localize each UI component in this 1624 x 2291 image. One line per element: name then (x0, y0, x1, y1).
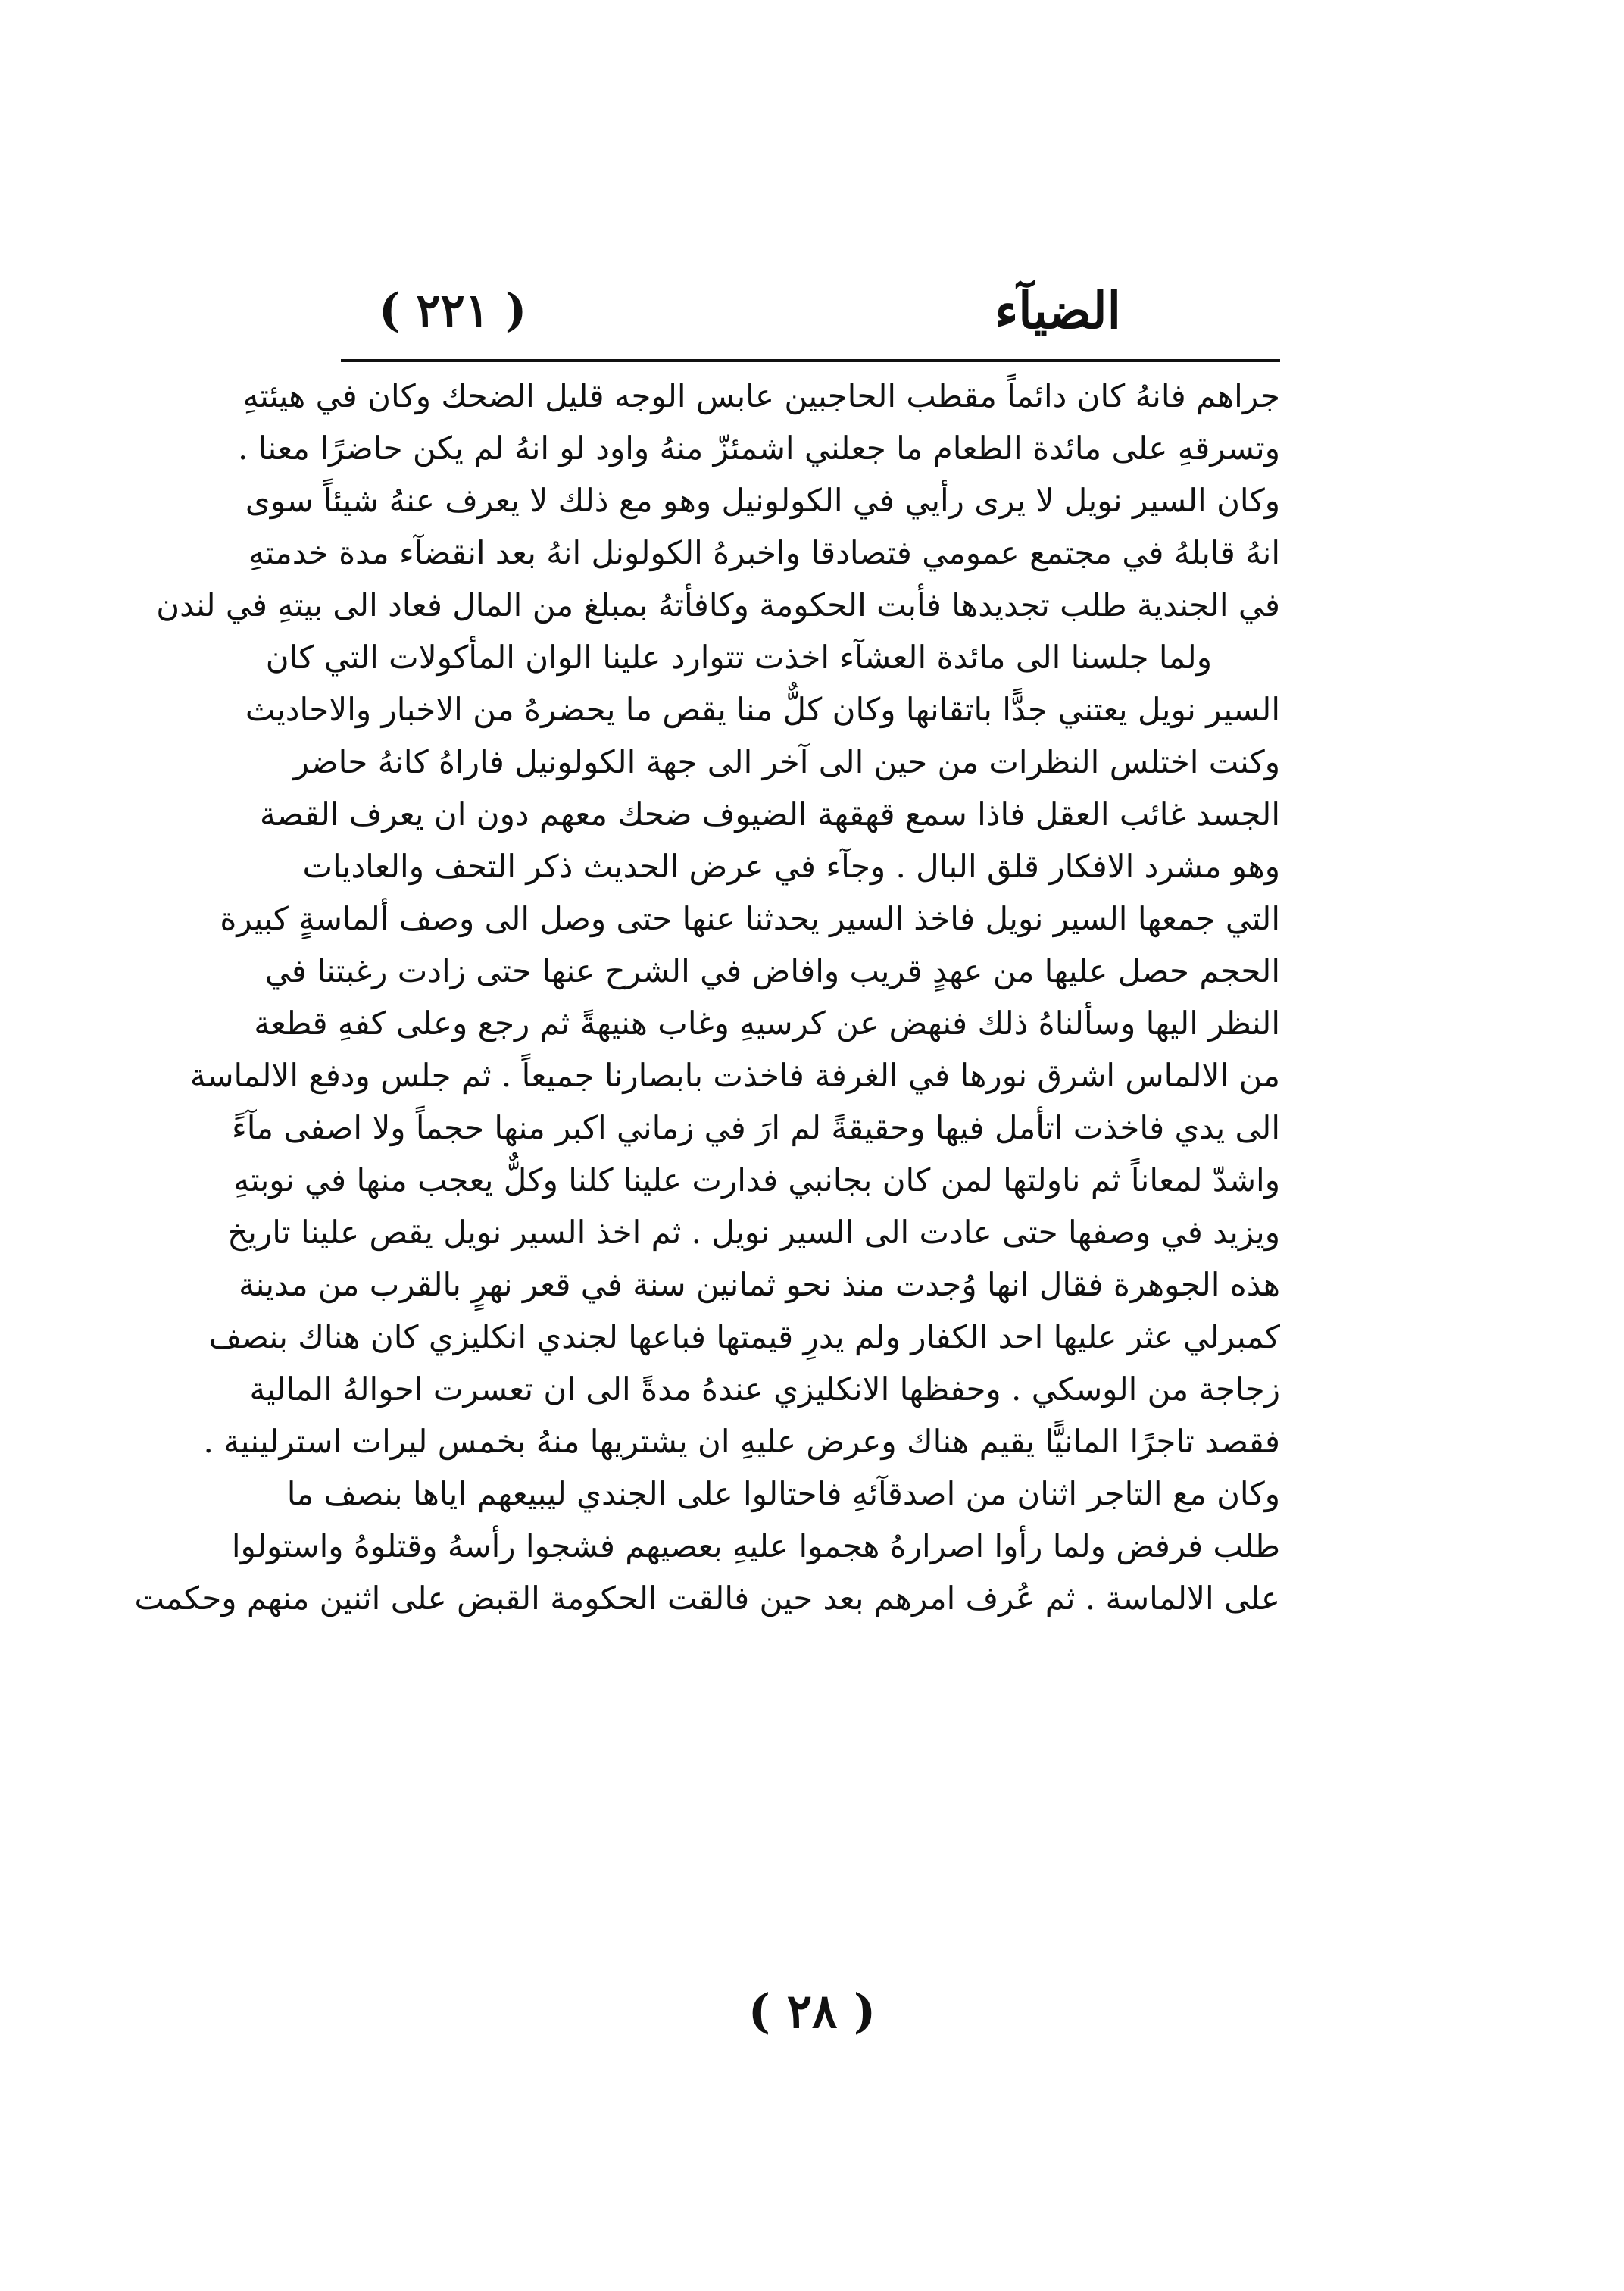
article-body (134, 370, 1280, 1624)
footer-page-number: ( ٢٨ ) (748, 1983, 876, 2039)
text-line: ويزيد في وصفها حتى عادت الى السير نويل . ثم اخذ السير نويل يقص علينا تاريخ (227, 1214, 1280, 1251)
text-line: كمبرلي عثر عليها احد الكفار ولم يدرِ قيمتها فباعها لجندي انكليزي كان هناك بنصف (208, 1318, 1280, 1355)
text-line: الحجم حصل عليها من عهدٍ قريب وافاض في الشرح عنها حتى زادت رغبتنا في (264, 952, 1280, 989)
text-line: من الالماس اشرق نورها في الغرفة فاخذت بابصارنا جميعاً . ثم جلس ودفع الالماسة (189, 1057, 1280, 1094)
text-line: الى يدي فاخذت اتأمل فيها وحقيقةً لم ارَ في زماني اكبر منها حجماً ولا اصفى مآءً (232, 1109, 1280, 1146)
text-line: التي جمعها السير نويل فاخذ السير يحدثنا عنها حتى وصل الى وصف ألماسةٍ كبيرة (220, 900, 1280, 937)
header-page-number: ( ٢٢١ ) (379, 284, 527, 337)
text-line: طلب فرفض ولما رأوا اصرارهُ هجموا عليهِ بعصيهم فشجوا رأسهُ وقتلوهُ واستولوا (231, 1527, 1280, 1564)
text-line: وكان السير نويل لا يرى رأيي في الكولونيل وهو مع ذلك لا يعرف عنهُ شيئاً سوى (245, 482, 1280, 519)
text-line: السير نويل يعتني جدًّا باتقانها وكان كلٌّ منا يقص ما يحضرهُ من الاخبار والاحاديث (245, 691, 1280, 728)
text-line: انهُ قابلهُ في مجتمع عمومي فتصادقا واخبرهُ الكولونل انهُ بعد انقضآء مدة خدمتهِ (248, 534, 1280, 571)
text-line: ولما جلسنا الى مائدة العشآء اخذت تتوارد علينا الوان المأكولات التي كان (265, 639, 1212, 676)
text-line: زجاجة من الوسكي . وحفظها الانكليزي عندهُ مدةً الى ان تعسرت احوالهُ المالية (249, 1371, 1280, 1408)
text-line: جراهم فانهُ كان دائماً مقطب الحاجبين عابس الوجه قليل الضحك وكان في هيئتهِ (242, 377, 1280, 414)
text-line: وكنت اختلس النظرات من حين الى آخر الى جهة الكولونيل فاراهُ كانهُ حاضر (293, 743, 1280, 780)
text-line: وهو مشرد الافكار قلق البال . وجآء في عرض الحديث ذكر التحف والعاديات (302, 848, 1280, 885)
text-line: وتسرقهِ على مائدة الطعام ما جعلني اشمئزّ منهُ واود لو انهُ لم يكن حاضرًا معنا . (238, 430, 1280, 467)
text-line: فقصد تاجرًا المانيًّا يقيم هناك وعرض عليهِ ان يشتريها منهُ بخمس ليرات استرلينية . (203, 1423, 1280, 1460)
page-header (341, 273, 1280, 356)
text-line: النظر اليها وسألناهُ ذلك فنهض عن كرسيهِ وغاب هنيهةً ثم رجع وعلى كفهِ قطعة (254, 1005, 1280, 1042)
journal-title: الضيآء (995, 281, 1121, 340)
text-line: وكان مع التاجر اثنان من اصدقآئهِ فاحتالوا على الجندي ليبيعهم اياها بنصف ما (286, 1475, 1280, 1512)
text-line: في الجندية طلب تجديدها فأبت الحكومة وكافأتهُ بمبلغ من المال فعاد الى بيتهِ في لندن (156, 586, 1280, 624)
text-line: واشدّ لمعاناً ثم ناولتها لمن كان بجانبي فدارت علينا كلنا وكلٌّ يعجب منها في نوبتهِ (233, 1161, 1280, 1199)
text-line: على الالماسة . ثم عُرف امرهم بعد حين فالقت الحكومة القبض على اثنين منهم وحكمت (134, 1580, 1280, 1617)
header-divider (341, 359, 1280, 362)
text-line: هذه الجوهرة فقال انها وُجدت منذ نحو ثمانين سنة في قعر نهرٍ بالقرب من مدينة (239, 1266, 1280, 1303)
text-line: الجسد غائب العقل فاذا سمع قهقهة الضيوف ضحك معهم دون ان يعرف القصة (259, 795, 1280, 833)
